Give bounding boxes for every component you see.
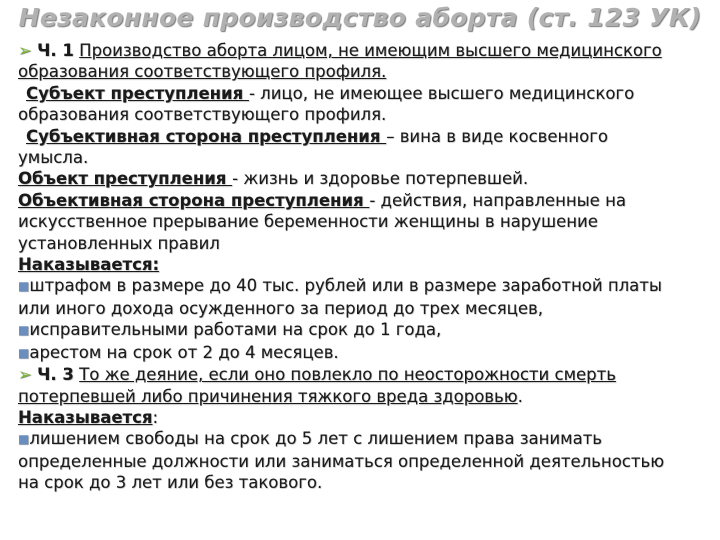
subject-label: Субъект преступления: [26, 83, 249, 103]
arrow-icon: ➢: [18, 365, 32, 385]
punish1-item2-line1: исправительными работами на срок до 1 года,: [29, 320, 442, 340]
part1-marker: Ч. 1: [37, 41, 74, 60]
part1-text-line1: Производство аборта лицом, не имеющим высшего медицинского: [79, 41, 662, 60]
punish2-item-line3: на срок до 3 лет или без такового.: [18, 473, 323, 493]
part3-text-line1: То же деяние, если оно повлекло по неосторожности смерть: [79, 365, 616, 385]
punish1-item: [18, 275, 704, 297]
subjective-side-label: Субъективная сторона преступления: [26, 126, 387, 146]
punish2-heading-line: [18, 407, 704, 428]
objective-side-text-line1: - действия, направленные на: [369, 190, 626, 210]
object-text: - жизнь и здоровье потерпевшей.: [232, 169, 529, 189]
punish1-item3-line1: арестом на срок от 2 до 4 месяцев.: [29, 342, 339, 362]
bullet-icon: ■: [18, 323, 30, 338]
subjective-side-line2: умысла.: [18, 148, 89, 168]
subjective-side-line: [18, 126, 704, 147]
part3-line2: [18, 386, 704, 407]
bullet-icon: ■: [18, 279, 30, 294]
objective-side-line3: установленных правил: [18, 233, 220, 253]
part1-line: [18, 40, 704, 61]
punish2-item: [18, 428, 704, 450]
object-line: [18, 168, 704, 189]
objective-side-label: Объективная сторона преступления: [18, 190, 370, 210]
subject-line: [18, 83, 704, 104]
punish1-item1-line2: или иного дохода осужденного за период до трех месяцев,: [18, 298, 543, 318]
punish1-item1-line1: штрафом в размере до 40 тыс. рублей или в размере заработной платы: [29, 276, 662, 296]
subject-text-line1: - лицо, не имеющее высшего медицинского: [248, 83, 635, 103]
part3-marker: Ч. 3: [37, 365, 74, 385]
part3-text-line2: потерпевшей либо причинения тяжкого вреда здоровью: [18, 386, 518, 406]
subjective-side-text-line1: – вина в виде косвенного: [386, 126, 608, 146]
part3-text-end: .: [517, 386, 523, 406]
part3-line: [18, 364, 704, 385]
slide-body: [18, 40, 704, 494]
objective-side-line: [18, 190, 704, 211]
slide-title: Незаконное производство аборта (ст. 123 УК): [18, 3, 702, 32]
bullet-icon: ■: [18, 432, 30, 447]
object-label: Объект преступления: [18, 169, 233, 189]
punish2-heading: Наказывается: [18, 407, 153, 427]
punish2-heading-end: :: [152, 407, 159, 427]
arrow-icon: ➢: [18, 41, 32, 60]
part1-text-line2: образования соответствующего профиля.: [18, 62, 387, 82]
subject-line2: образования соответствующего профиля.: [18, 105, 387, 125]
punish1-item: [18, 319, 704, 341]
punish2-item-line2: определенные должности или заниматься определенной деятельностью: [18, 451, 665, 471]
punish1-heading: Наказывается:: [18, 255, 160, 275]
punish1-item: [18, 342, 704, 364]
objective-side-line2: искусственное прерывание беременности женщины в нарушение: [18, 212, 598, 232]
punish2-item-line1: лишением свободы на срок до 5 лет с лишением права занимать: [29, 429, 603, 449]
part1-line2: [18, 61, 704, 82]
bullet-icon: ■: [18, 345, 30, 360]
